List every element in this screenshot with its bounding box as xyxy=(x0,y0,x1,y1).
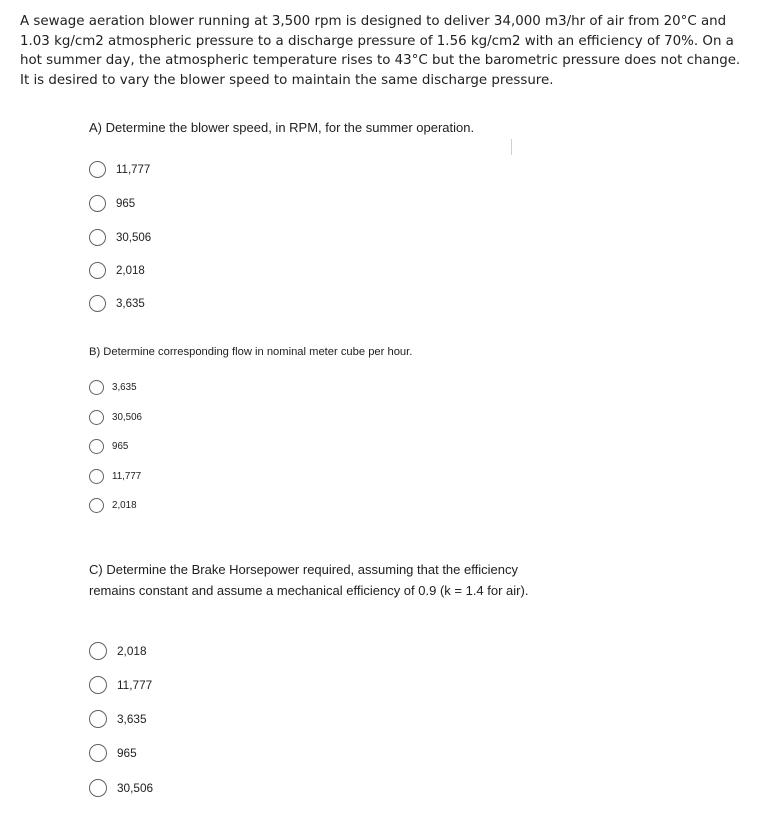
radio-button-icon[interactable] xyxy=(89,229,106,246)
question-a-option-4[interactable] xyxy=(89,262,145,279)
radio-button-icon[interactable] xyxy=(89,410,104,425)
radio-button-icon[interactable] xyxy=(89,744,107,762)
question-a-option-2[interactable] xyxy=(89,195,135,212)
question-c-option-3[interactable] xyxy=(89,710,147,728)
question-b-option-1[interactable] xyxy=(89,380,137,395)
text-cursor xyxy=(511,139,512,155)
radio-button-icon[interactable] xyxy=(89,195,106,212)
option-label: 3,635 xyxy=(112,382,137,393)
question-b-title: B) Determine corresponding flow in nominal meter cube per hour. xyxy=(89,346,413,358)
question-b-option-5[interactable] xyxy=(89,498,137,513)
option-label: 30,506 xyxy=(116,231,152,244)
question-b-option-2[interactable] xyxy=(89,410,142,425)
question-c-option-4[interactable] xyxy=(89,744,137,762)
problem-statement: A sewage aeration blower running at 3,500 rpm is designed to deliver 34,000 m3/hr of air from 20°C and 1.03 kg/cm2 atmospheric pressure to a discharge pressure of 1.56 kg/cm2 with an efficiency of 70%. On a hot summer day, the atmospheric temperature rises to 43°C but the barometric pressure does not change. It is desired to vary the blower speed to maintain the same discharge pressure. xyxy=(20,14,741,88)
question-c-option-1[interactable] xyxy=(89,642,147,660)
option-label: 3,635 xyxy=(117,712,147,726)
radio-button-icon[interactable] xyxy=(89,710,107,728)
question-a-option-3[interactable] xyxy=(89,229,151,246)
option-label: 965 xyxy=(112,441,129,452)
question-c xyxy=(89,560,559,601)
radio-button-icon[interactable] xyxy=(89,380,104,395)
question-a xyxy=(89,120,474,136)
option-label: 30,506 xyxy=(112,412,142,423)
option-label: 965 xyxy=(116,197,136,210)
question-c-title: C) Determine the Brake Horsepower required, assuming that the efficiency remains constant and assume a mechanical efficiency of 0.9 (k = 1.4 for air). xyxy=(89,562,529,598)
question-a-option-5[interactable] xyxy=(89,295,145,312)
option-label: 2,018 xyxy=(117,644,147,658)
option-label: 2,018 xyxy=(112,500,137,511)
radio-button-icon[interactable] xyxy=(89,498,104,513)
option-label: 11,777 xyxy=(116,163,151,176)
option-label: 11,777 xyxy=(112,471,142,482)
option-label: 3,635 xyxy=(116,297,145,310)
radio-button-icon[interactable] xyxy=(89,439,104,454)
question-c-option-5[interactable] xyxy=(89,779,153,797)
option-label: 30,506 xyxy=(117,781,154,795)
question-a-title: A) Determine the blower speed, in RPM, for the summer operation. xyxy=(89,120,475,135)
radio-button-icon[interactable] xyxy=(89,676,107,694)
radio-button-icon[interactable] xyxy=(89,469,104,484)
question-c-option-2[interactable] xyxy=(89,676,152,694)
radio-button-icon[interactable] xyxy=(89,262,106,279)
question-b-option-4[interactable] xyxy=(89,469,141,484)
radio-button-icon[interactable] xyxy=(89,295,106,312)
option-label: 11,777 xyxy=(117,678,153,692)
question-b-option-3[interactable] xyxy=(89,439,128,454)
question-b xyxy=(89,345,412,359)
radio-button-icon[interactable] xyxy=(89,779,107,797)
option-label: 2,018 xyxy=(116,264,145,277)
radio-button-icon[interactable] xyxy=(89,161,106,178)
question-a-option-1[interactable] xyxy=(89,161,150,178)
option-label: 965 xyxy=(117,746,137,760)
radio-button-icon[interactable] xyxy=(89,642,107,660)
